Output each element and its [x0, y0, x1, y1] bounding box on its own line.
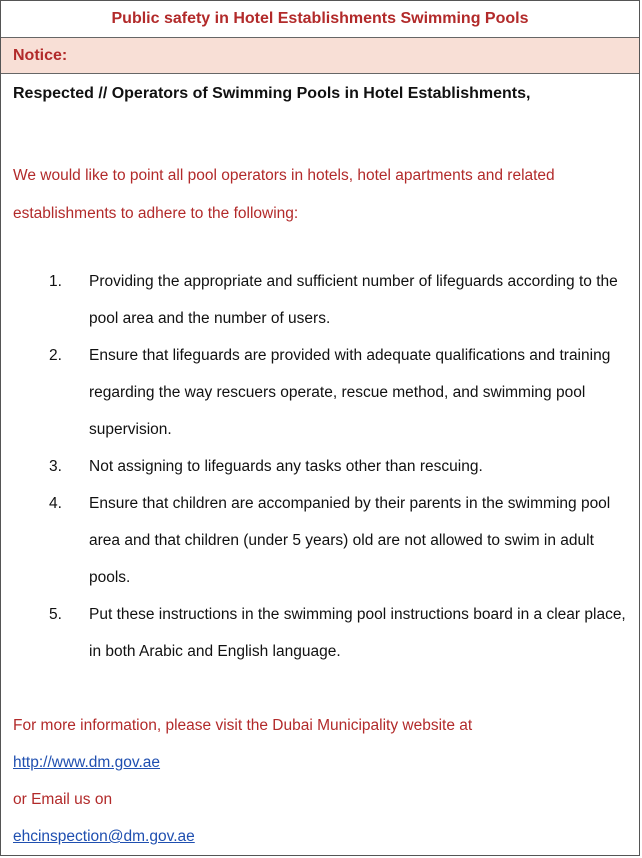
list-number: 4.	[49, 495, 62, 512]
list-item	[49, 448, 629, 485]
list-text: Not assigning to lifeguards any tasks other than rescuing.	[89, 458, 483, 475]
instructions-list	[49, 263, 629, 670]
notice-label: Notice:	[1, 38, 639, 74]
list-item	[49, 596, 629, 670]
website-link[interactable]: http://www.dm.gov.ae	[13, 754, 161, 771]
list-item	[49, 485, 629, 596]
email-text: or Email us on	[13, 791, 113, 808]
document-body	[1, 75, 639, 857]
email-link[interactable]: ehcinspection@dm.gov.ae	[13, 828, 195, 845]
intro-paragraph: We would like to point all pool operators in hotels, hotel apartments and related establishments to adhere to the following:	[13, 167, 555, 222]
list-text: Put these instructions in the swimming pool instructions board in a clear place, in both Arabic and English language.	[89, 606, 626, 660]
info-text: For more information, please visit the Dubai Municipality website at	[13, 717, 473, 734]
list-text: Ensure that lifeguards are provided with adequate qualifications and training regarding the way rescuers operate, rescue method, and swimming pool supervision.	[89, 347, 611, 438]
list-text: Providing the appropriate and sufficient number of lifeguards according to the pool area and the number of users.	[89, 273, 618, 327]
document-title: Public safety in Hotel Establishments Swimming Pools	[1, 1, 639, 38]
list-number: 2.	[49, 347, 62, 364]
list-number: 5.	[49, 606, 62, 623]
list-item	[49, 337, 629, 448]
list-number: 3.	[49, 458, 62, 475]
list-item	[49, 263, 629, 337]
salutation: Respected // Operators of Swimming Pools in Hotel Establishments,	[13, 85, 531, 102]
contact-footer	[13, 707, 627, 855]
list-text: Ensure that children are accompanied by their parents in the swimming pool area and that children (under 5 years) old are not allowed to swim in adult pools.	[89, 495, 611, 586]
list-number: 1.	[49, 273, 62, 290]
